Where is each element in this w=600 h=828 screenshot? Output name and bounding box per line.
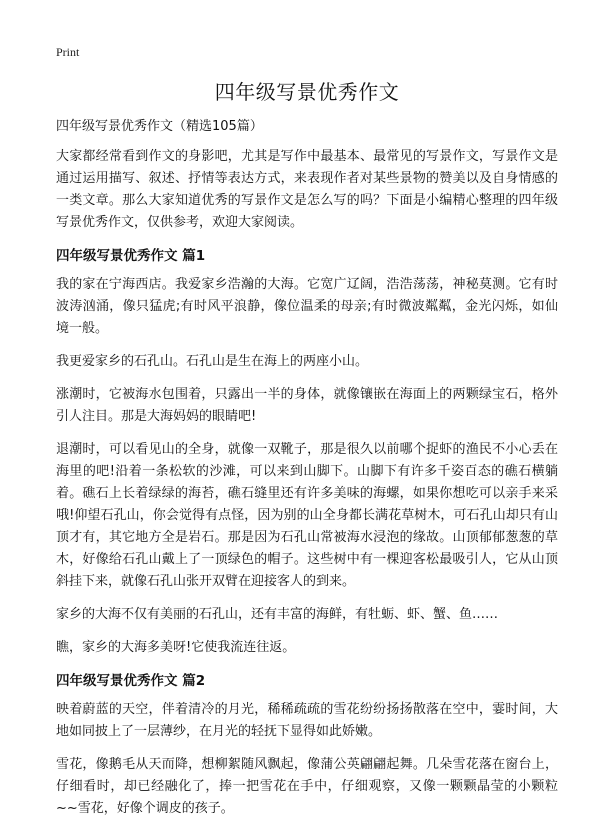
section-heading-2: 四年级写景优秀作文 篇2 <box>56 673 206 689</box>
section-heading-1: 四年级写景优秀作文 篇1 <box>56 248 206 264</box>
paragraph: 我更爱家乡的石孔山。石孔山是生在海上的两座小山。 <box>56 354 369 369</box>
paragraph: 映着蔚蓝的天空，伴着清冷的月光，稀稀疏疏的雪花纷纷扬扬散落在空中，霎时间，大地如同披上了一层薄纱，在月光的轻抚下显得如此娇嫩。 <box>56 702 558 739</box>
paragraph: 退潮时，可以看见山的全身，就像一双靴子，那是很久以前哪个捉虾的渔民不小心丢在海里的吧!沿着一条松软的沙滩，可以来到山脚下。山脚下有许多千姿百态的礁石横躺着。礁石上长着绿绿的海苔，礁石缝里还有许多美味的海螺，如果你想吃可以亲手来采哦!仰望石孔山，你会觉得有点怪，因为别的山全身都长满花草树木，可石孔山却只有山顶才有，其它地方全是岩石。那是因为石孔山常被海水浸泡的缘故。山顶郁郁葱葱的草木，好像给石孔山戴上了一顶绿色的帽子。这些树中有一棵迎客松最吸引人，它从山顶斜挂下来，就像石孔山张开双臂在迎接客人的到来。 <box>56 442 558 589</box>
paragraph: 我的家在宁海西店。我爱家乡浩瀚的大海。它宽广辽阔，浩浩荡荡，神秘莫测。它有时波涛汹涌，像只猛虎;有时风平浪静，像位温柔的母亲;有时微波粼粼，金光闪烁，如仙境一般。 <box>56 277 558 336</box>
document-subtitle: 四年级写景优秀作文（精选105篇） <box>56 119 263 134</box>
paragraph: 家乡的大海不仅有美丽的石孔山，还有丰富的海鲜，有牡蛎、虾、蟹、鱼…… <box>56 607 499 622</box>
intro-paragraph: 大家都经常看到作文的身影吧，尤其是写作中最基本、最常见的写景作文，写景作文是通过运用描写、叙述、抒情等表达方式，来表现作者对某些景物的赞美以及自身情感的一类文章。那么大家知道优秀的写景作文是怎么写的吗？下面是小编精心整理的四年级写景优秀作文，仅供参考，欢迎大家阅读。 <box>56 149 558 230</box>
paragraph: 瞧，家乡的大海多美呀!它使我流连往返。 <box>56 640 296 655</box>
page-title: 四年级写景优秀作文 <box>214 80 400 104</box>
print-label: Print <box>56 45 80 59</box>
paragraph: 雪花，像鹅毛从天而降，想柳絮随风飘起，像蒲公英翩翩起舞。几朵雪花落在窗台上，仔细看时，却已经融化了，捧一把雪花在手中，仔细观察，又像一颗颗晶莹的小颗粒~~雪花，好像个调皮的孩子。 <box>56 757 558 816</box>
paragraph: 涨潮时，它被海水包围着，只露出一半的身体，就像镶嵌在海面上的两颗绿宝石，格外引人注目。那是大海妈妈的眼睛吧! <box>56 387 558 424</box>
